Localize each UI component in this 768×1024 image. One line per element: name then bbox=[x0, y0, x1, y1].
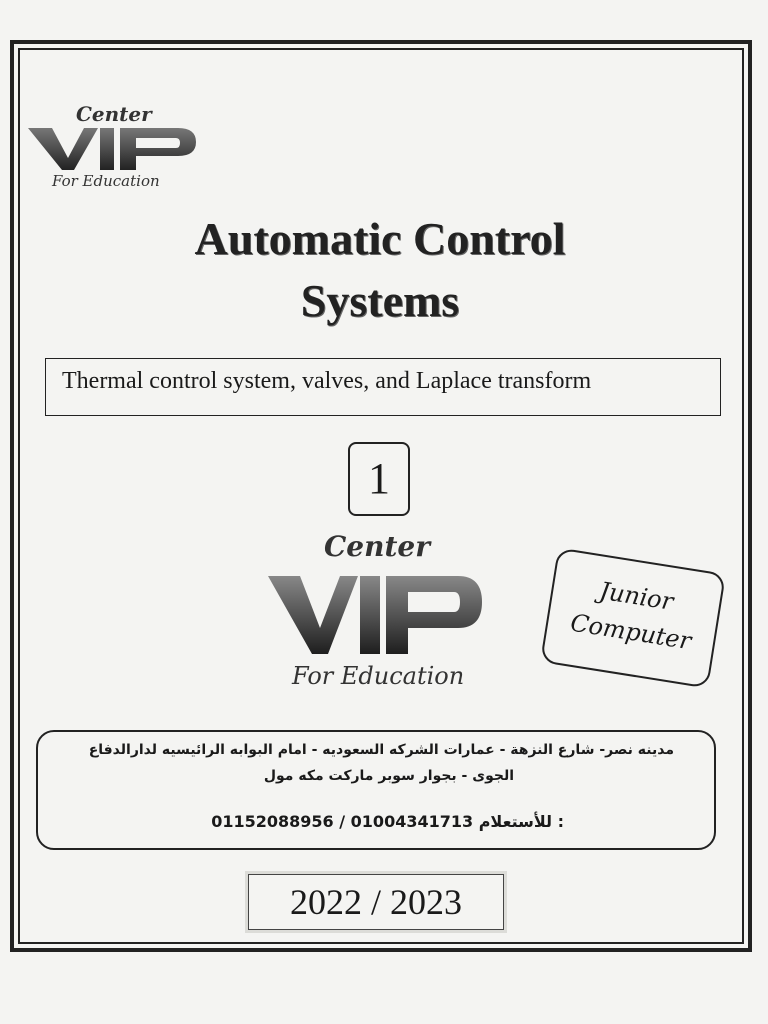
academic-year: 2022 / 2023 bbox=[248, 874, 504, 930]
title-line-1: Automatic Control bbox=[194, 213, 566, 264]
address-line-1: مدينه نصر- شارع النزهة - عمارات الشركه السعوديه - امام البوابه الرائيسيه لدارالدفاع bbox=[88, 742, 674, 758]
vip-letters-icon bbox=[28, 122, 198, 172]
vip-letters-icon bbox=[262, 566, 486, 656]
part-number: 1 bbox=[348, 442, 410, 516]
badge-line-2: Computer bbox=[568, 608, 694, 656]
logo-center-word: Center bbox=[324, 530, 430, 563]
phone-numbers: 01152088956 / 01004341713 bbox=[211, 812, 474, 831]
vip-logo-small bbox=[28, 100, 208, 196]
logo-center-word: Center bbox=[76, 102, 152, 126]
logo-education-word: For Education bbox=[292, 662, 465, 690]
badge-line-1: Junior bbox=[597, 576, 676, 616]
subtitle-box: Thermal control system, valves, and Laplace transform bbox=[45, 358, 721, 416]
title-line-2: Systems bbox=[300, 275, 460, 326]
logo-education-word: For Education bbox=[52, 172, 160, 190]
contact-line bbox=[211, 812, 564, 831]
address-box bbox=[36, 730, 716, 850]
contact-label: للأستعلام : bbox=[478, 812, 564, 831]
vip-logo-large bbox=[262, 530, 502, 700]
address-line-2: الجوى - بجوار سوبر ماركت مكه مول bbox=[263, 768, 514, 784]
document-title bbox=[60, 208, 700, 332]
